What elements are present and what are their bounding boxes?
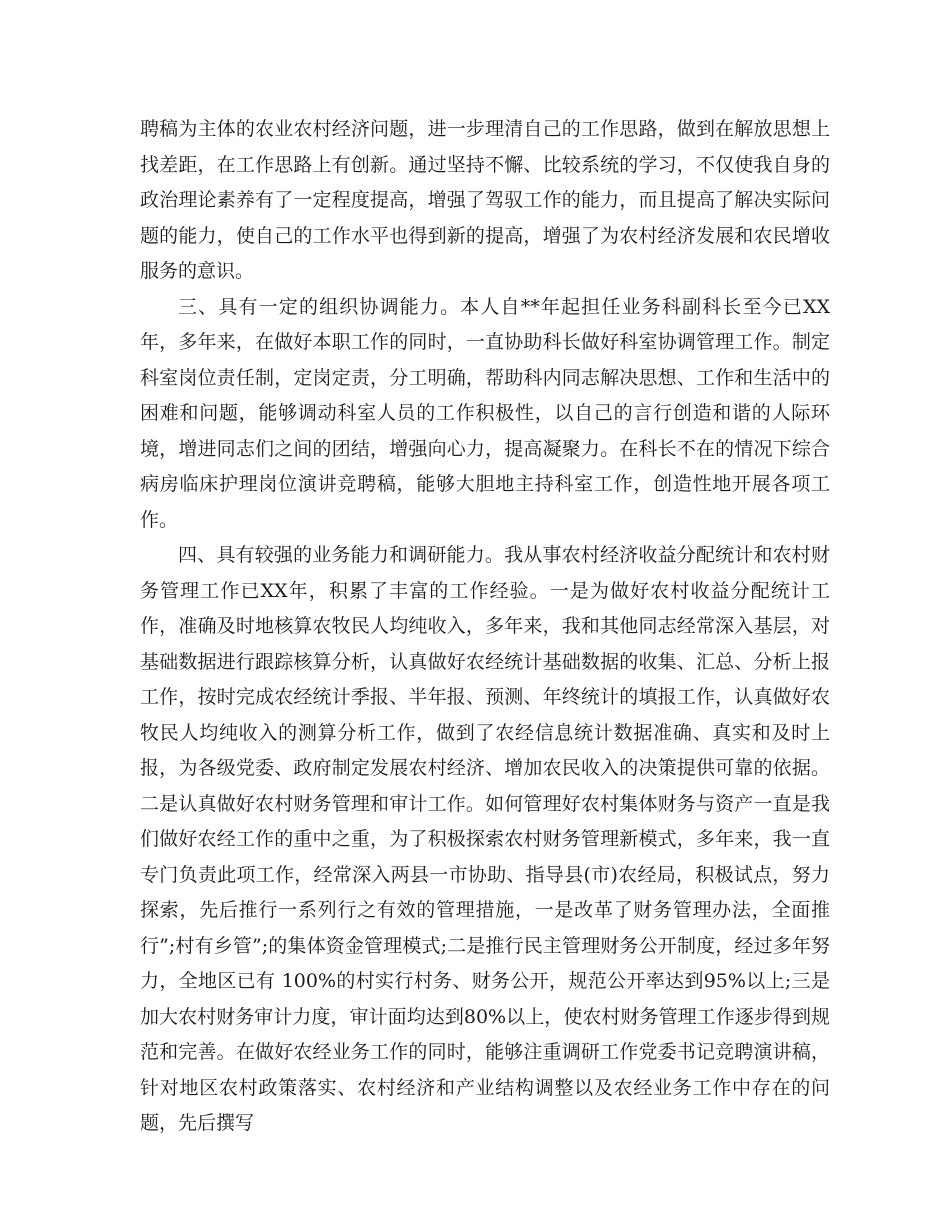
paragraph-coordination: 三、具有一定的组织协调能力。本人自**年起担任业务科副科长至今已XX年，多年来，在做好本职工作的同时，一直协助科长做好科室协调管理工作。制定科室岗位责任制，定岗定责，分工明确，帮助科内同志解决思想、工作和生活中的困难和问题，能够调动科室人员的工作积极性，以自己的言行创造和谐的人际环境，增进同志们之间的团结，增强向心力，提高凝聚力。在科长不在的情况下综合病房临床护理岗位演讲竞聘稿，能够大胆地主持科室工作，创造性地开展各项工作。 — [140, 295, 830, 531]
paragraph-business-research: 四、具有较强的业务能力和调研能力。我从事农村经济收益分配统计和农村财务管理工作已XX年，积累了丰富的工作经验。一是为做好农村收益分配统计工作，准确及时地核算农牧民人均纯收入，多年来，我和其他同志经常深入基层，对基础数据进行跟踪核算分析，认真做好农经统计基础数据的收集、汇总、分析上报工作，按时完成农经统计季报、半年报、预测、年终统计的填报工作，认真做好农牧民人均纯收入的测算分析工作，做到了农经信息统计数据准确、真实和及时上报，为各级党委、政府制定发展农村经济、增加农民收入的决策提供可靠的依据。二是认真做好农村财务管理和审计工作。如何管理好农村集体财务与资产一直是我们做好农经工作的重中之重，为了积极探索农村财务管理新模式，多年来，我一直专门负责此项工作，经常深入两县一市协助、指导县(市)农经局，积极试点，努力探索，先后推行一系列行之有效的管理措施，一是改革了财务管理办法，全面推行”;村有乡管”;的集体资金管理模式;二是推行民主管理财务公开制度，经过多年努力，全地区已有 100%的村实行村务、财务公开，规范公开率达到95%以上;三是加大农村财务审计力度，审计面均达到80%以上，使农村财务管理工作逐步得到规范和完善。在做好农经业务工作的同时，能够注重调研工作党委书记竞聘演讲稿，针对地区农村政策落实、农村经济和产业结构调整以及农经业务工作中存在的问题，先后撰写 — [140, 544, 830, 1134]
paragraph-study: 聘稿为主体的农业农村经济问题，进一步理清自己的工作思路，做到在解放思想上找差距，在工作思路上有创新。通过坚持不懈、比较系统的学习，不仅使我自身的政治理论素养有了一定程度提高，增强了驾驭工作的能力，而且提高了解决实际问题的能力，使自己的工作水平也得到新的提高，增强了为农村经济发展和农民增收服务的意识。 — [140, 118, 830, 282]
body-text — [140, 112, 830, 1142]
